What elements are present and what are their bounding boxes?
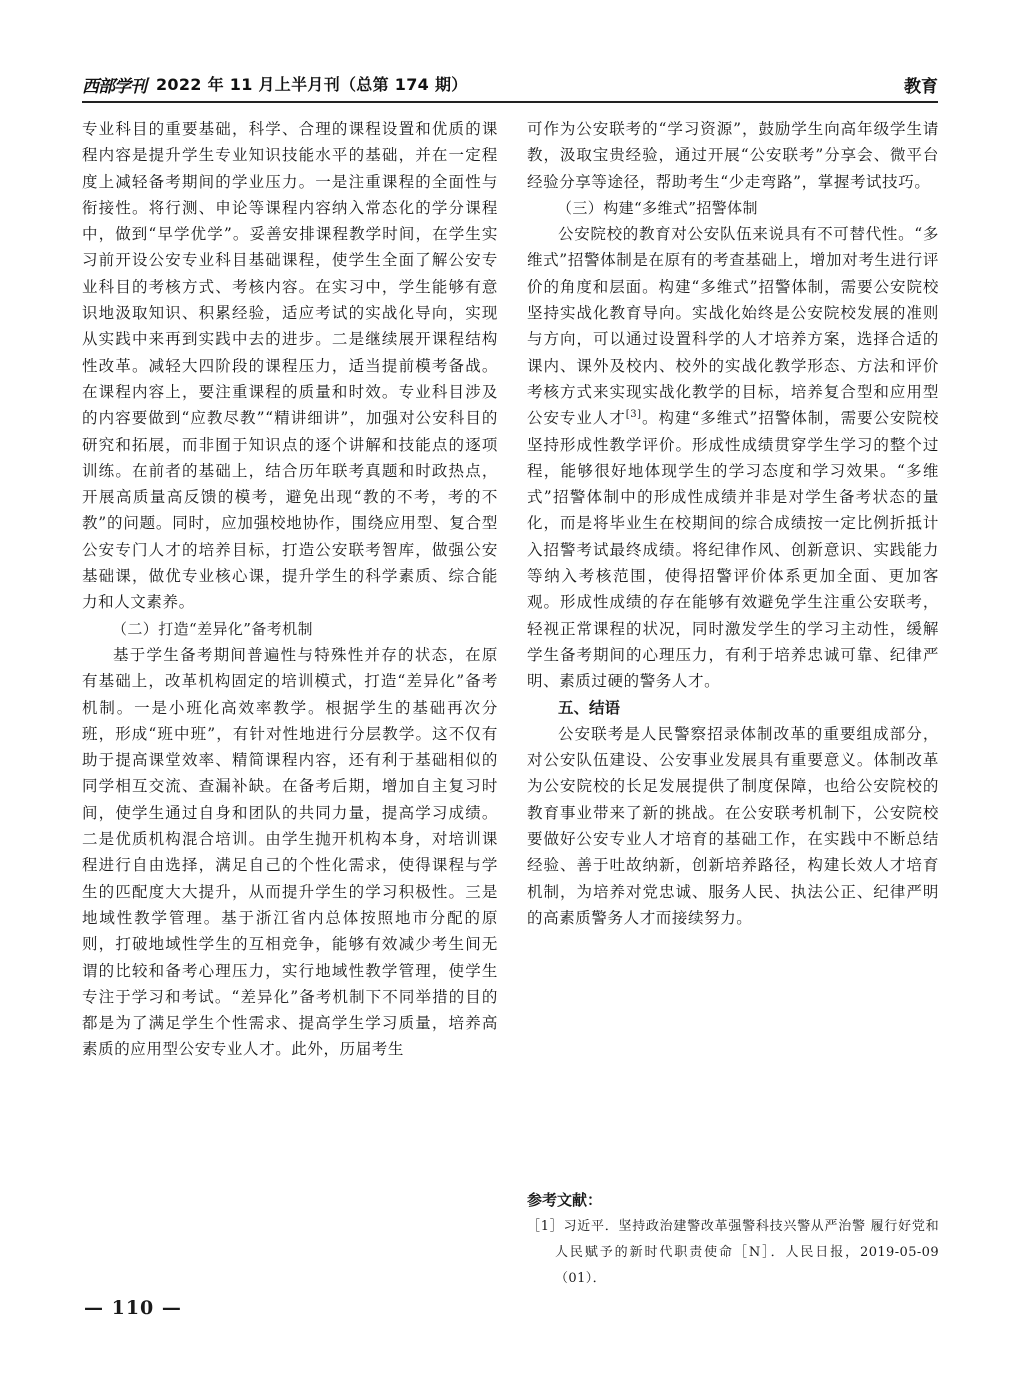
- page-number: — 110 —: [84, 1297, 182, 1319]
- citation-ref: [3]: [625, 409, 642, 421]
- left-paragraph-1: 专业科目的重要基础，科学、合理的课程设置和优质的课程内容是提升学生专业知识技能水平的基础，并在一定程度上减轻备考期间的学业压力。一是注重课程的全面性与衔接性。将行测、申论等课程内容纳入常态化的学分课程中，做到“早学优学”。妥善安排课程教学时间，在学生实习前开设公安专业科目基础课程，使学生全面了解公安专业科目的考核方式、考核内容。在实习中，学生能够有意识地汲取知识、积累经验，适应考试的实战化导向，实现从实践中来再到实践中去的进步。二是继续展开课程结构性改革。减轻大四阶段的课程压力，适当提前模考备战。在课程内容上，要注重课程的质量和时效。专业科目涉及的内容要做到“应教尽教”“精讲细讲”，加强对公安科目的研究和拓展，而非囿于知识点的逐个讲解和技能点的逐项训练。在前者的基础上，结合历年联考真题和时政热点，开展高质量高反馈的模考，避免出现“教的不考，考的不教”的问题。同时，应加强校地协作，围绕应用型、复合型公安专门人才的培养目标，打造公安联考智库，做强公安基础课，做优专业核心课，提升学生的科学素质、综合能力和人文素养。: [82, 120, 498, 612]
- running-header: [82, 66, 938, 100]
- journal-logo: 西部学刊: [82, 77, 146, 97]
- reference-item: ［1］习近平．坚持政治建警改革强警科技兴警从严治警 履行好党和人民赋予的新时代职责使命［N］．人民日报，2019-05-09（01）．: [527, 1219, 939, 1286]
- right-paragraph-1: 可作为公安联考的“学习资源”，鼓励学生向高年级学生请教，汲取宝贵经验，通过开展“公安联考”分享会、微平台经验分享等途径，帮助考生“少走弯路”，掌握考试技巧。: [527, 120, 939, 191]
- references: [527, 1188, 939, 1292]
- header-rule: [82, 101, 938, 103]
- section-label: 教育: [904, 77, 938, 97]
- right-paragraph-2a: 公安院校的教育对公安队伍来说具有不可替代性。“多维式”招警体制是在原有的考查基础上，增加对考生进行评价的角度和层面。构建“多维式”招警体制，需要公安院校坚持实战化教育导向。实战化始终是公安院校发展的准则与方向，可以通过设置科学的人才培养方案，选择合适的课内、课外及校内、校外的实战化教学形态、方法和评价考核方式来实现实战化教学的目标，培养复合型和应用型公安专业人才: [527, 225, 939, 428]
- left-column: [82, 116, 498, 1063]
- right-paragraph-2: [527, 221, 939, 694]
- subsection-heading-2: （二）打造“差异化”备考机制: [112, 619, 313, 638]
- left-paragraph-2: 基于学生备考期间普遍性与特殊性并存的状态，在原有基础上，改革机构固定的培训模式，打造“差异化”备考机制。一是小班化高效率教学。根据学生的基础再次分班，形成“班中班”，有针对性地进行分层教学。这不仅有助于提高课堂效率、精简课程内容，还有利于基础相似的同学相互交流、查漏补缺。在备考后期，增加自主复习时间，使学生通过自身和团队的共同力量，提高学习成绩。二是优质机构混合培训。由学生抛开机构本身，对培训课程进行自由选择，满足自己的个性化需求，使得课程与学生的匹配度大大提升，从而提升学生的学习积极性。三是地域性教学管理。基于浙江省内总体按照地市分配的原则，打破地域性学生的互相竞争，能够有效减少考生间无谓的比较和备考心理压力，实行地域性教学管理，使学生专注于学习和考试。“差异化”备考机制下不同举措的目的都是为了满足学生个性需求、提高学生学习质量，培养高素质的应用型公安专业人才。此外，历届考生: [82, 645, 498, 1059]
- conclusion-heading: 五、结语: [558, 698, 621, 717]
- issue-info: 2022 年 11 月上半月刊（总第 174 期）: [156, 75, 468, 94]
- right-column: [527, 116, 939, 931]
- subsection-heading-3: （三）构建“多维式”招警体制: [557, 198, 758, 217]
- references-title: 参考文献：: [527, 1191, 603, 1209]
- conclusion-paragraph: 公安联考是人民警察招录体制改革的重要组成部分，对公安队伍建设、公安事业发展具有重要意义。体制改革为公安院校的长足发展提供了制度保障，也给公安院校的教育事业带来了新的挑战。在公安联考机制下，公安院校要做好公安专业人才培育的基础工作，在实践中不断总结经验、善于吐故纳新，创新培养路径，构建长效人才培育机制，为培养对党忠诚、服务人民、执法公正、纪律严明的高素质警务人才而接续努力。: [527, 724, 939, 927]
- right-paragraph-2b: 。构建“多维式”招警体制，需要公安院校坚持形成性教学评价。形成性成绩贯穿学生学习的整个过程，能够很好地体现学生的学习态度和学习效果。“多维式”招警体制中的形成性成绩并非是对学生备考状态的量化，而是将毕业生在校期间的综合成绩按一定比例折抵计入招警考试最终成绩。将纪律作风、创新意识、实践能力等纳入考核范围，使得招警评价体系更加全面、更加客观。形成性成绩的存在能够有效避免学生注重公安联考，轻视正常课程的状况，同时激发学生的学习主动性，缓解学生备考期间的心理压力，有利于培养忠诚可靠、纪律严明、素质过硬的警务人才。: [527, 409, 939, 691]
